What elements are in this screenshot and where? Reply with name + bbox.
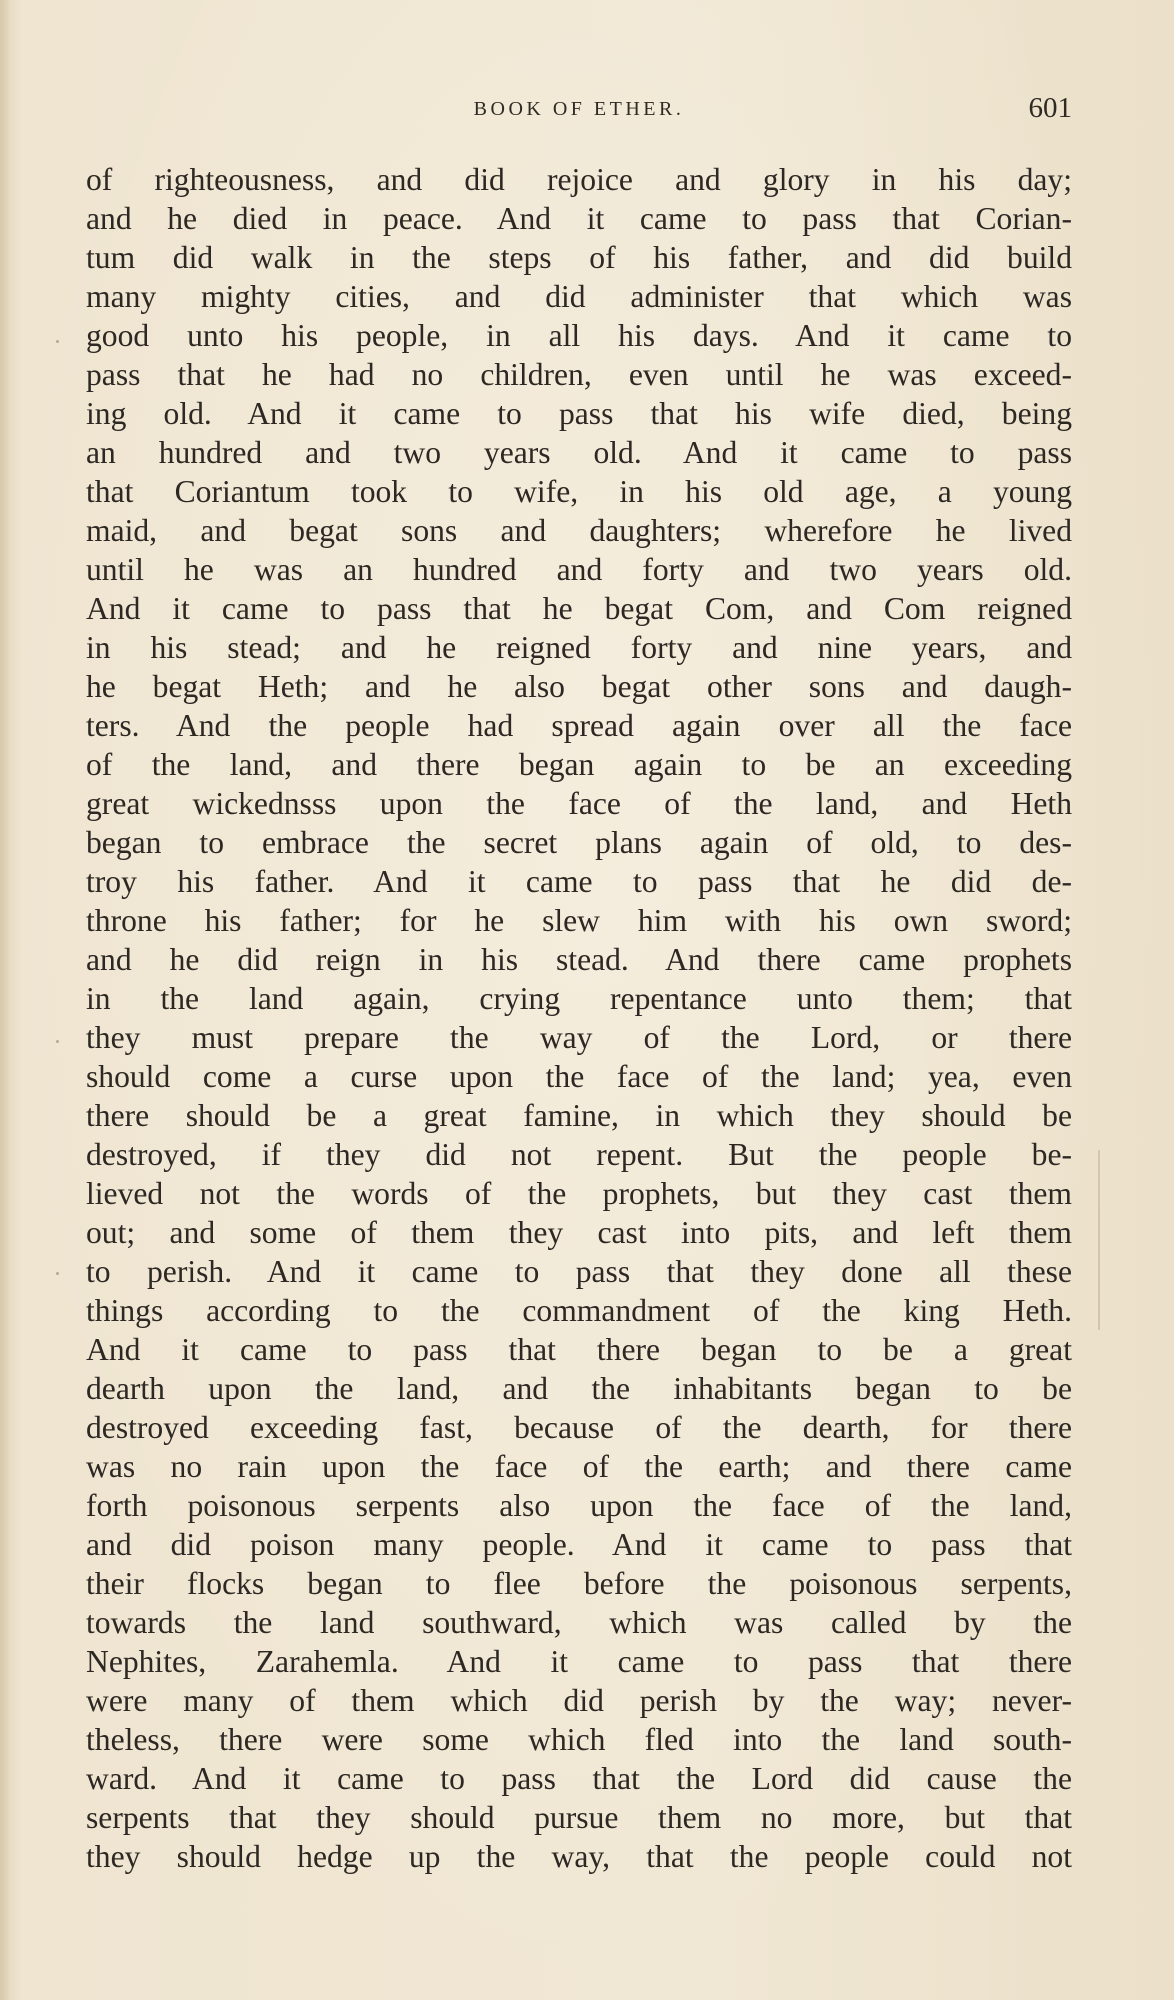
text-line: dearth upon the land, and the inhabitants began to be <box>86 1371 1072 1406</box>
text-line: things according to the commandment of the king Heth. <box>86 1293 1072 1328</box>
text-line: began to embrace the secret plans again of old, to des- <box>86 825 1072 860</box>
margin-rule <box>1098 1150 1100 1330</box>
text-line: And it came to pass that he begat Com, and Com reigned <box>86 591 1072 626</box>
text-line: maid, and begat sons and daughters; wherefore he lived <box>86 513 1072 548</box>
text-line: and he died in peace. And it came to pass that Corian- <box>86 201 1072 236</box>
text-line: destroyed exceeding fast, because of the dearth, for there <box>86 1410 1072 1445</box>
page-edge-shadow <box>0 0 10 2000</box>
text-line: serpents that they should pursue them no more, but that <box>86 1800 1072 1835</box>
text-line: was no rain upon the face of the earth; and there came <box>86 1449 1072 1484</box>
margin-speck <box>56 340 59 343</box>
text-line: there should be a great famine, in which they should be <box>86 1098 1072 1133</box>
text-line: they must prepare the way of the Lord, or there <box>86 1020 1072 1055</box>
text-line: an hundred and two years old. And it came to pass <box>86 435 1072 470</box>
text-line: destroyed, if they did not repent. But the people be- <box>86 1137 1072 1172</box>
text-line: pass that he had no children, even until he was exceed- <box>86 357 1072 392</box>
text-line: out; and some of them they cast into pits, and left them <box>86 1215 1072 1250</box>
text-line: tum did walk in the steps of his father, and did build <box>86 240 1072 275</box>
text-line: in his stead; and he reigned forty and nine years, and <box>86 630 1072 665</box>
text-line: good unto his people, in all his days. And it came to <box>86 318 1072 353</box>
margin-speck <box>56 1040 59 1043</box>
text-line: forth poisonous serpents also upon the face of the land, <box>86 1488 1072 1523</box>
running-head <box>86 92 1072 132</box>
text-line: troy his father. And it came to pass that he did de- <box>86 864 1072 899</box>
text-line: towards the land southward, which was called by the <box>86 1605 1072 1640</box>
text-line: should come a curse upon the face of the land; yea, even <box>86 1059 1072 1094</box>
text-line: that Coriantum took to wife, in his old age, a young <box>86 474 1072 509</box>
text-line: and he did reign in his stead. And there came prophets <box>86 942 1072 977</box>
text-line: ward. And it came to pass that the Lord did cause the <box>86 1761 1072 1796</box>
text-line: ing old. And it came to pass that his wife died, being <box>86 396 1072 431</box>
text-line: many mighty cities, and did administer that which was <box>86 279 1072 314</box>
text-line: in the land again, crying repentance unto them; that <box>86 981 1072 1016</box>
text-line: lieved not the words of the prophets, but they cast them <box>86 1176 1072 1211</box>
text-line: to perish. And it came to pass that they done all these <box>86 1254 1072 1289</box>
text-line: their flocks began to flee before the poisonous serpents, <box>86 1566 1072 1601</box>
text-line: they should hedge up the way, that the people could not <box>86 1839 1072 1874</box>
running-head-title: BOOK OF ETHER. <box>473 98 685 120</box>
text-line: were many of them which did perish by the way; never- <box>86 1683 1072 1718</box>
text-line: theless, there were some which fled into the land south- <box>86 1722 1072 1757</box>
page-number: 601 <box>1028 92 1072 124</box>
text-line: of the land, and there began again to be an exceeding <box>86 747 1072 782</box>
text-line: great wickednsss upon the face of the land, and Heth <box>86 786 1072 821</box>
text-line: until he was an hundred and forty and two years old. <box>86 552 1072 587</box>
text-line: throne his father; for he slew him with his own sword; <box>86 903 1072 938</box>
text-line: ters. And the people had spread again over all the face <box>86 708 1072 743</box>
text-line: and did poison many people. And it came to pass that <box>86 1527 1072 1562</box>
margin-speck <box>56 1272 59 1275</box>
text-line: And it came to pass that there began to be a great <box>86 1332 1072 1367</box>
text-line: of righteousness, and did rejoice and glory in his day; <box>86 162 1072 197</box>
text-line: Nephites, Zarahemla. And it came to pass that there <box>86 1644 1072 1679</box>
body-text <box>86 160 1072 1876</box>
text-line: he begat Heth; and he also begat other sons and daugh- <box>86 669 1072 704</box>
